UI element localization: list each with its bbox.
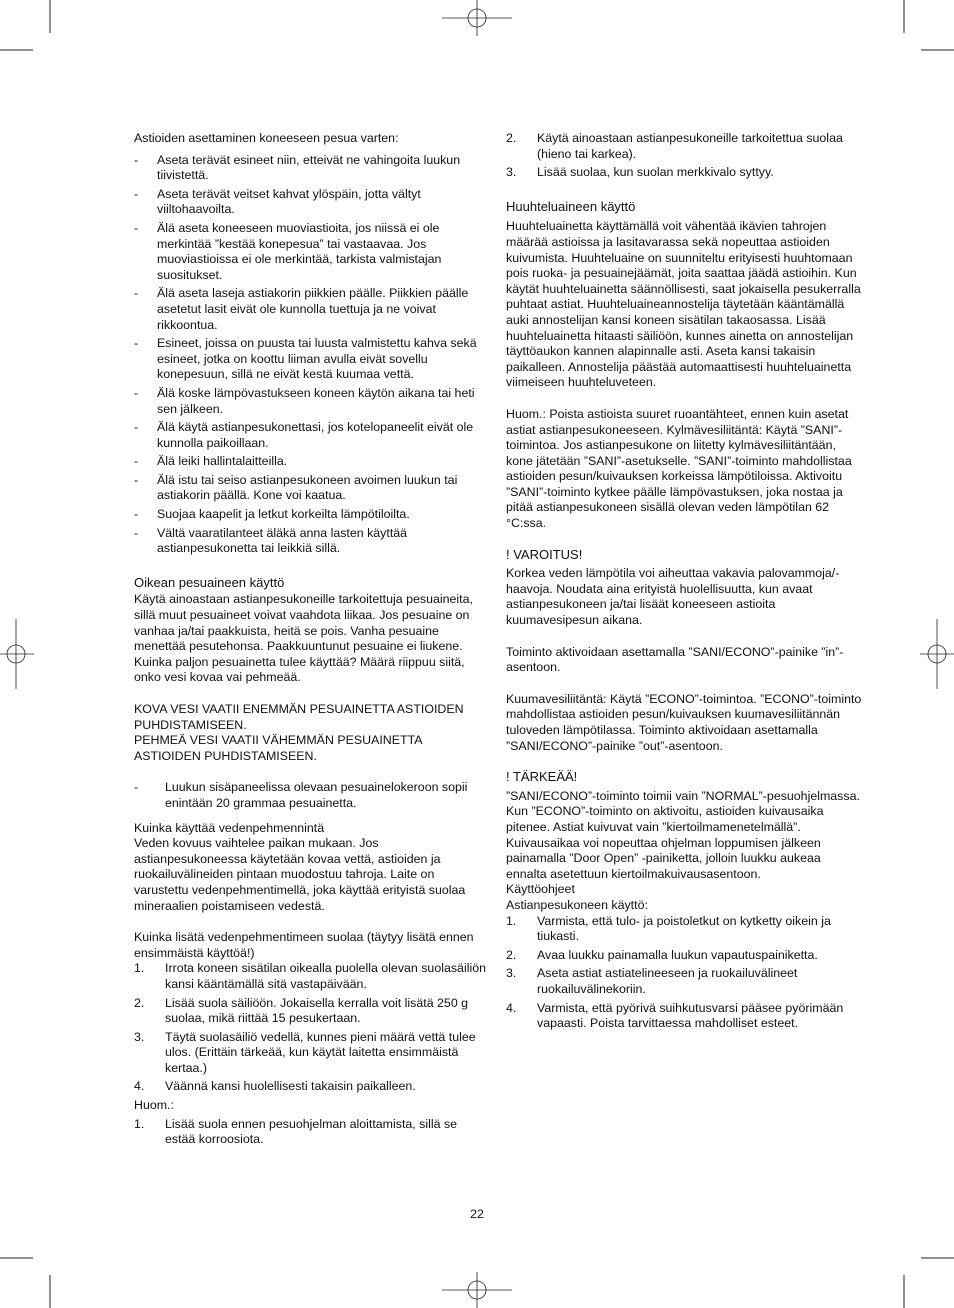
registration-mark-left [0, 619, 34, 689]
list-item: - Älä käytä astianpesukonettasi, jos kotelopaneelit eivät ole kunnolla paikoillaan. [134, 420, 474, 450]
note-steps-left [134, 1117, 490, 1148]
important-text: ”SANI/ECONO”-toiminto toimii vain ”NORMAL”-pesuohjelmassa. Kun ”ECONO”-toiminto on aktivoitu, astioiden kuivausaika pitenee. Astiat kuivuvat vain ”kiertoilmamenetelmällä”. Kuivausaikaa voi nopeuttaa ohjelman loppumisen jälkeen painamalla ”Door Open” -painiketta, jolloin luukku aukeaa ennalta asetettuun kiertoilmakuivausasentoon. [506, 788, 860, 881]
note-label: Huom.: [134, 1098, 174, 1113]
list-item: 4. Väännä kansi huolellisesti takaisin paikalleen. [134, 1079, 416, 1094]
usage-title: Käyttöohjeet [506, 882, 575, 897]
left-column [134, 131, 490, 1151]
list-item: - Esineet, joissa on puusta tai luusta valmistettu kahva sekä esineet, jotka on koottu liiman avulla eivät sovellu konepesuun, sillä ne eivät kestä kuumaa vettä. [134, 336, 477, 382]
list-item: 1. Irrota koneen sisätilan oikealla puolella olevan suolasäiliön kansi kääntämällä sitä vastapäivään. [134, 961, 486, 991]
registration-mark-bottom [442, 1272, 512, 1308]
salt-steps [134, 961, 490, 1095]
detergent-text: Käytä ainoastaan astianpesukoneille tarkoitettuja pesuaineita, sillä muut pesuaineet voivat vaahdota liikaa. Jos pesuaine on vanhaa ja/tai paakkuista, heitä se pois. Vanha pesuaine menettää pesutehonsa. Paakkuuntunut pesuaine ei liukene. Kuinka paljon pesuainetta tulee käyttää? Määrä riippuu siitä, onko vesi kovaa vai pehmeää. [134, 592, 473, 685]
list-item: 2. Käytä ainoastaan astianpesukoneille tarkoitettua suolaa (hieno tai karkea). [506, 131, 843, 161]
list-item: 2. Avaa luukku painamalla luukun vapautuspainiketta. [506, 947, 818, 962]
dispenser-list [134, 780, 490, 811]
loading-intro: Astioiden asettaminen koneeseen pesua varten: [134, 131, 399, 145]
registration-mark-top [442, 0, 512, 36]
list-item: - Älä koske lämpövastukseen koneen käytön aikana tai heti sen jälkeen. [134, 385, 475, 416]
hard-water-note: KOVA VESI VAATII ENEMMÄN PESUAINETTA ASTIOIDEN PUHDISTAMISEEN. [134, 702, 464, 732]
rinse-heading: Huuhteluaineen käyttö [506, 198, 636, 214]
list-item: - Suojaa kaapelit ja letkut korkeilta lämpötiloilta. [134, 507, 410, 522]
rinse-text: Huuhteluainetta käyttämällä voit vähentää ikävien tahrojen määrää astioissa ja lasitavarassa sekä nopeuttaa astioiden kuivumista. Huuhteluaine on suunniteltu erityisesti huuhtomaan pois ruoka- ja pesuainejäämät, joita saattaa jäädä astioihin. Kun käytät huuhteluainetta säännöllisesti, saat jokaisella pesukerralla puhtaat astiat. Huuhteluaineannostelija täytetään kääntämällä auki annostelijan kansi koneen sisätilan takaosassa. Lisää huuhteluainetta hitaasti säiliöön, kunnes ainetta on annostelijan täyttöaukon kannen alapinnalle asti. Aseta kansi takaisin paikalleen. Annostelija päästää automaattisesti huuhteluainetta viimeiseen huuhteluveteen. [506, 219, 861, 390]
list-item: - Luukun sisäpaneelissa olevaan pesuainelokeroon sopii enintään 20 grammaa pesuainetta. [134, 780, 468, 810]
list-item: 1. Lisää suola ennen pesuohjelman aloittamista, sillä se estää korroosiota. [134, 1116, 458, 1147]
loading-list [134, 153, 490, 557]
warning-heading: ! VAROITUS! [506, 546, 583, 562]
list-item: - Vältä vaaratilanteet äläkä anna lasten käyttää astianpesukonetta tai leikkiä sillä. [134, 525, 408, 556]
list-item: 1. Varmista, että tulo- ja poistoletkut on kytketty oikein ja tiukasti. [506, 913, 831, 944]
list-item: 2. Lisää suola säiliöön. Jokaisella kerralla voit lisätä 250 g suolaa, mikä riittää 15 pesukertaan. [134, 995, 469, 1026]
softener-text: Veden kovuus vaihtelee paikan mukaan. Jos astianpesukoneessa käytetään kovaa vettä, astioiden ja ruokailuvälineiden pintaan muodostuu tahroja. Laite on varustettu vedenpehmentimellä, joka käyttää erityistä suolaa mineraalien poistamiseen vedestä. [134, 836, 466, 913]
list-item: 3. Lisää suolaa, kun suolan merkkivalo syttyy. [506, 165, 774, 180]
usage-steps [506, 914, 862, 1032]
important-heading: ! TÄRKEÄÄ! [506, 769, 578, 785]
detergent-heading: Oikean pesuaineen käyttö [134, 574, 285, 590]
list-item: - Älä istu tai seiso astianpesukoneen avoimen luukun tai astiakorin päällä. Kone voi kaatua. [134, 472, 458, 503]
registration-mark-right [920, 619, 954, 689]
soft-water-note: PEHMEÄ VESI VAATII VÄHEMMÄN PESUAINETTA ASTIOIDEN PUHDISTAMISEEN. [134, 733, 422, 763]
usage-subtitle: Astianpesukoneen käyttö: [506, 897, 648, 912]
list-item: - Älä aseta koneeseen muoviastioita, jos niissä ei ole merkintää ”kestää konepesua” tai vastaavaa. Jos muoviastioissa ei ole merkintää, tarkista valmistajan suositukset. [134, 220, 442, 282]
activate-text: Toiminto aktivoidaan asettamalla ”SANI/ECONO”-painike ”in”-asentoon. [506, 644, 844, 675]
list-item: - Aseta terävät veitset kahvat ylöspäin, jotta vältyt viiltohaavoilta. [134, 186, 421, 217]
list-item: 4. Varmista, että pyörivä suihkutusvarsi pääsee pyörimään vapaasti. Poista tarvittaessa mahdolliset esteet. [506, 1000, 844, 1031]
list-item: - Älä leiki hallintalaitteilla. [134, 454, 288, 469]
list-item: - Älä aseta laseja astiakorin piikkien päälle. Piikkien päälle asetetut lasit eivät ole kunnolla tuettuja ja ne voivat rikkoontua. [134, 286, 469, 332]
sani-text: Huom.: Poista astioista suuret ruoantähteet, ennen kuin asetat astiat astianpesukoneeseen. Kylmävesiliitäntä: Käytä ”SANI”-toimintoa. Jos astianpesukone on liitetty kylmävesiliitäntään, kone jätetään ”SANI”-asetukselle. ”SANI”-toiminto mahdollistaa astioiden pesun/kuivauksen korkeissa lämpötiloissa. Aktivoitu ”SANI”-toiminto kytkee päälle lämpövastuksen, joka nostaa ja pitää astianpesukoneen sisällä olevan veden lämpötilan 62 °C:ssa. [506, 406, 852, 531]
hot-water-text: Kuumavesiliitäntä: Käytä ”ECONO”-toimintoa. ”ECONO”-toiminto mahdollistaa astioiden pesun/kuivauksen kuumavesiliitännän tuloveden lämpötilassa. Toiminto aktivoidaan asettamalla ”SANI/ECONO”-painike ”out”-asentoon. [506, 691, 862, 753]
note-steps-right [506, 131, 862, 181]
list-item: 3. Aseta astiat astiatelineeseen ja ruokailuvälineet ruokailuvälinekoriin. [506, 966, 798, 996]
salt-intro: Kuinka lisätä vedenpehmentimeen suolaa (täytyy lisätä ennen ensimmäistä käyttöä!) [134, 930, 474, 960]
page-number: 22 [470, 1207, 484, 1221]
list-item: 3. Täytä suolasäiliö vedellä, kunnes pieni määrä vettä tulee ulos. (Erittäin tärkeää, kun käytät laitetta ensimmäistä kertaa.) [134, 1029, 476, 1075]
list-item: - Aseta terävät esineet niin, etteivät ne vahingoita luukun tiivistettä. [134, 152, 461, 183]
softener-title: Kuinka käyttää vedenpehmennintä [134, 820, 325, 835]
warning-text: Korkea veden lämpötila voi aiheuttaa vakavia palovammoja/-haavoja. Noudata aina erityistä huolellisuutta, kun avaat astianpesukoneen ja/tai lisäät koneeseen astioita kuumavesipesun aikana. [506, 566, 840, 628]
right-column [506, 131, 862, 1035]
